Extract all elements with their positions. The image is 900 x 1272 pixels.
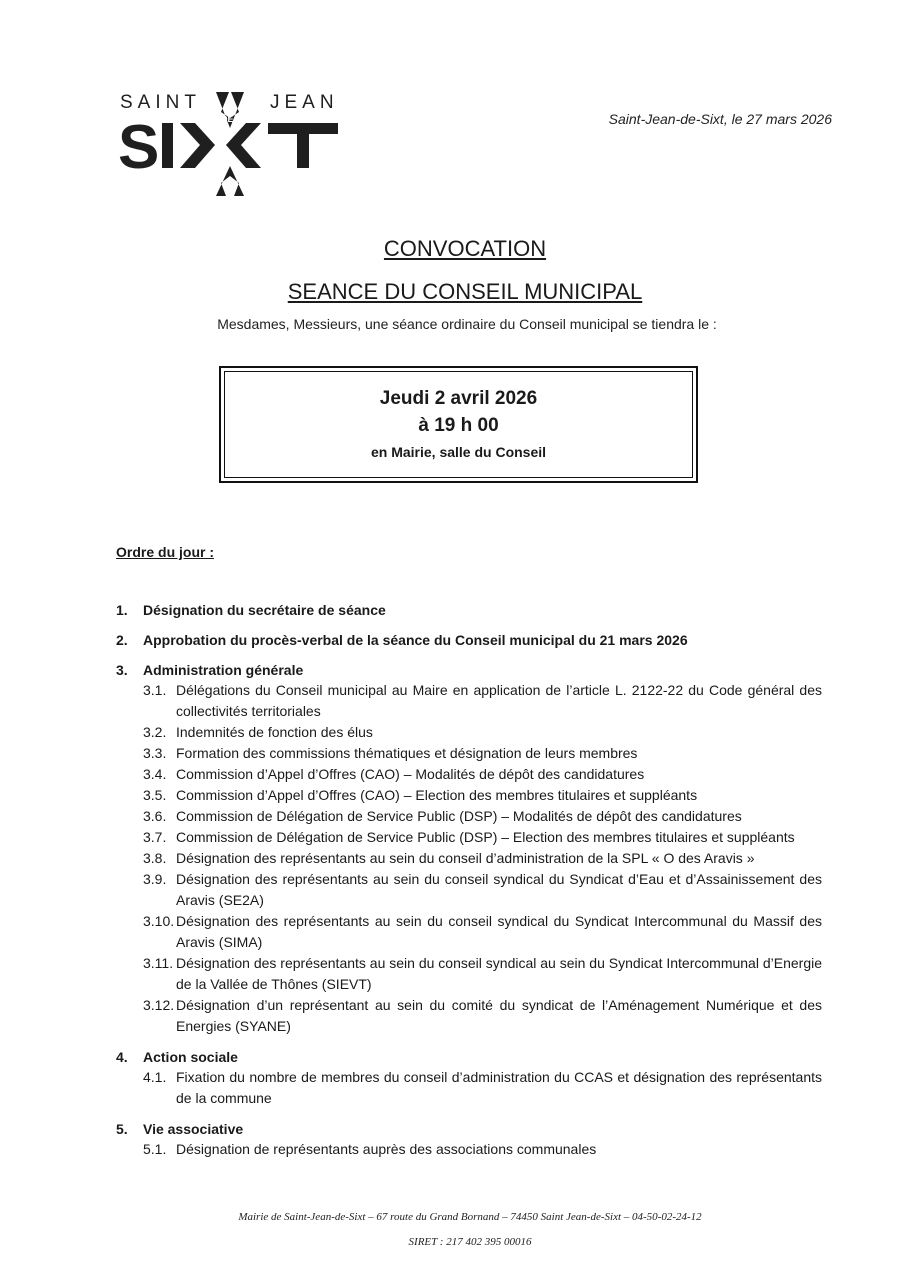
agenda-item-number: 5.: [116, 1121, 128, 1137]
agenda-subitem-text: Désignation des représentants au sein du conseil d’administration de la SPL « O des Aravis »: [176, 850, 755, 866]
agenda-subitem-number: 4.1.: [143, 1069, 167, 1085]
agenda-item-number: 2.: [116, 632, 128, 648]
agenda-item-title: Administration générale: [143, 662, 304, 678]
agenda-subitem: [116, 995, 822, 1037]
agenda-subitem-text: Désignation d’un représentant au sein du comité du syndicat de l’Aménagement Numérique et des Energies (SYANE): [176, 997, 822, 1034]
agenda-item-title: Vie associative: [143, 1121, 244, 1137]
logo-bottom-v: [216, 166, 244, 196]
saint-jean-de-sixt-logo: [118, 88, 343, 200]
agenda-subitem-text: Commission d’Appel d’Offres (CAO) – Modalités de dépôt des candidatures: [176, 766, 645, 782]
intro-text: Mesdames, Messieurs, une séance ordinaire du Conseil municipal se tiendra le :: [217, 316, 717, 332]
agenda-subitem: [116, 911, 822, 953]
agenda-subitem-text: Fixation du nombre de membres du conseil d’administration du CCAS et désignation des représentants de la commune: [176, 1069, 822, 1106]
letter-date: Saint-Jean-de-Sixt, le 27 mars 2026: [608, 111, 832, 127]
agenda-item-heading: [116, 1047, 822, 1067]
agenda-item-heading: [116, 630, 822, 650]
meeting-day: Jeudi 2 avril 2026: [379, 388, 538, 409]
agenda-item-number: 4.: [116, 1049, 128, 1065]
agenda-item-title: Désignation du secrétaire de séance: [143, 602, 386, 618]
footer-siret: SIRET : 217 402 395 00016: [408, 1236, 532, 1248]
agenda-subitem-text: Désignation des représentants au sein du conseil syndical au sein du Syndicat Intercommunal d’Energie de la Vallée de Thônes (SIEVT): [176, 955, 822, 992]
agenda-subitem-text: Commission de Délégation de Service Public (DSP) – Modalités de dépôt des candidatures: [176, 808, 742, 824]
agenda-subitem-number: 3.9.: [143, 871, 167, 887]
logo-letter-s: S: [118, 113, 160, 182]
agenda-item: [116, 600, 822, 620]
agenda-subitem-number: 3.12.: [143, 997, 175, 1013]
document-title: CONVOCATION: [383, 236, 547, 261]
agenda-list: [116, 600, 822, 1170]
agenda-subitem: [116, 869, 822, 911]
agenda-subitem: [116, 785, 822, 806]
agenda-subitem: [116, 764, 822, 785]
agenda-subitem: [116, 806, 822, 827]
agenda-subitem-text: Commission d’Appel d’Offres (CAO) – Election des membres titulaires et suppléants: [176, 787, 698, 803]
agenda-subitem-number: 3.4.: [143, 766, 167, 782]
agenda-subitem-text: Désignation des représentants au sein du conseil syndical du Syndicat d’Eau et d’Assainissement des Aravis (SE2A): [176, 871, 822, 908]
agenda-item-heading: [116, 600, 822, 620]
logo-de-text: DE: [221, 114, 234, 124]
agenda-subitem-number: 3.10.: [143, 913, 175, 929]
agenda-subitem-number: 3.7.: [143, 829, 167, 845]
agenda-subitem: [116, 680, 822, 722]
agenda-subitem-text: Formation des commissions thématiques et désignation de leurs membres: [176, 745, 638, 761]
meeting-place: en Mairie, salle du Conseil: [370, 444, 547, 460]
agenda-subitem-number: 3.2.: [143, 724, 167, 740]
logo-letter-i: [162, 123, 173, 168]
agenda-item-title: Approbation du procès-verbal de la séance du Conseil municipal du 21 mars 2026: [143, 632, 688, 648]
agenda-subitem: [116, 722, 822, 743]
logo-top-text: [120, 92, 342, 114]
logo-chevron-right: [180, 123, 215, 168]
footer-address: Mairie de Saint-Jean-de-Sixt – 67 route du Grand Bornand – 74450 Saint Jean-de-Sixt – 04-50-02-24-12: [238, 1211, 702, 1223]
agenda-item: [116, 1047, 822, 1109]
agenda-subitem-number: 5.1.: [143, 1141, 167, 1157]
agenda-item: [116, 1119, 822, 1160]
agenda-item-title: Action sociale: [143, 1049, 238, 1065]
meeting-info-box: [219, 366, 698, 483]
agenda-subitem-number: 3.1.: [143, 682, 167, 698]
agenda-subitem-text: Délégations du Conseil municipal au Maire en application de l’article L. 2122-22 du Code général des collectivités territoriales: [176, 682, 822, 719]
agenda-subitem: [116, 953, 822, 995]
agenda-item: [116, 660, 822, 1037]
agenda-item: [116, 630, 822, 650]
agenda-subitem-number: 3.11.: [143, 955, 174, 971]
agenda-subitem-number: 3.3.: [143, 745, 167, 761]
agenda-subitem-number: 3.6.: [143, 808, 167, 824]
logo-chevron-left: [226, 123, 261, 168]
agenda-subitem: [116, 1139, 822, 1160]
agenda-subitem-text: Indemnités de fonction des élus: [176, 724, 373, 740]
agenda-subitem-text: Commission de Délégation de Service Public (DSP) – Election des membres titulaires et suppléants: [176, 829, 795, 845]
agenda-heading: Ordre du jour :: [116, 544, 214, 560]
agenda-subitem: [116, 848, 822, 869]
agenda-item-heading: [116, 660, 822, 680]
agenda-item-heading: [116, 1119, 822, 1139]
agenda-subitem: [116, 1067, 822, 1109]
agenda-subitem-number: 3.8.: [143, 850, 167, 866]
meeting-time: à 19 h 00: [418, 415, 499, 436]
logo-letter-t-stem: [297, 123, 309, 168]
agenda-subitem: [116, 743, 822, 764]
document-subtitle: SEANCE DU CONSEIL MUNICIPAL: [287, 279, 643, 304]
logo-saint-text: SAINT: [120, 92, 201, 113]
agenda-subitem: [116, 827, 822, 848]
logo-jean-text: JEAN: [270, 92, 339, 113]
agenda-subitem-text: Désignation des représentants au sein du conseil syndical du Syndicat Intercommunal du Massif des Aravis (SIMA): [176, 913, 822, 950]
agenda-subitem-number: 3.5.: [143, 787, 167, 803]
agenda-item-number: 1.: [116, 602, 128, 618]
agenda-subitem-text: Désignation de représentants auprès des associations communales: [176, 1141, 597, 1157]
agenda-item-number: 3.: [116, 662, 128, 678]
